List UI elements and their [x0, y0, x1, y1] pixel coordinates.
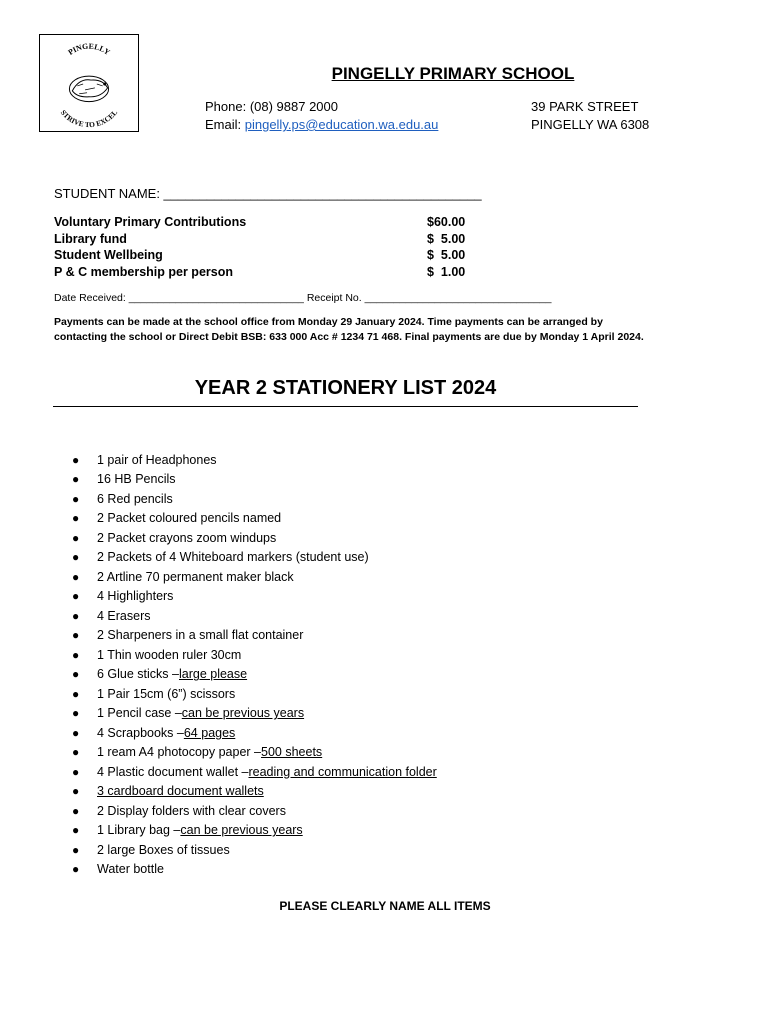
logo-bottom-text: STRIVE TO EXCEL	[58, 108, 120, 130]
bullet-icon: ●	[72, 842, 80, 857]
contact-details	[205, 98, 438, 134]
bullet-icon: ●	[72, 452, 80, 467]
bullet-icon: ●	[72, 608, 80, 623]
list-item	[72, 509, 437, 529]
item-note: 64 pages	[183, 725, 236, 740]
item-note: can be previous years	[181, 706, 305, 721]
fee-amount: $ 1.00	[427, 264, 466, 279]
list-item	[72, 567, 437, 587]
list-item	[72, 801, 437, 821]
office-use-line	[54, 292, 551, 304]
student-name-field[interactable]: STUDENT NAME: ____________________________________________	[54, 186, 482, 201]
school-address	[531, 98, 649, 134]
item-text: 4 Erasers	[97, 608, 151, 623]
list-item	[72, 782, 437, 802]
item-text: 2 Sharpeners in a small flat container	[97, 628, 304, 643]
list-item	[72, 470, 437, 490]
bullet-icon: ●	[72, 862, 80, 877]
item-note: 3 cardboard document wallets	[97, 784, 264, 799]
fee-amount: $60.00	[427, 215, 466, 229]
item-text: 1 ream A4 photocopy paper –	[97, 745, 262, 760]
list-item	[72, 704, 437, 724]
bullet-icon: ●	[72, 628, 80, 643]
list-item	[72, 665, 437, 685]
item-text: 6 Red pencils	[97, 491, 173, 506]
bullet-icon: ●	[72, 647, 80, 662]
email-line	[205, 116, 438, 134]
bullet-icon: ●	[72, 706, 80, 721]
bullet-icon: ●	[72, 589, 80, 604]
item-note: large please	[178, 667, 248, 682]
list-item	[72, 450, 437, 470]
bullet-icon: ●	[72, 472, 80, 487]
list-item	[72, 821, 437, 841]
logo-top-text: PINGELLY	[66, 41, 112, 57]
list-item	[72, 528, 437, 548]
bullet-icon: ●	[72, 491, 80, 506]
item-note: reading and communication folder	[248, 764, 437, 779]
list-item	[72, 762, 437, 782]
list-item	[72, 606, 437, 626]
fee-amount: $ 5.00	[427, 248, 466, 262]
payment-note: Payments can be made at the school office from Monday 29 January 2024. Time payments can be arranged by contacting the school or Direct Debit BSB: 633 000 Acc # 1234 71 468. Final payments are due by Monday 1 April 2024.	[54, 316, 644, 343]
item-text: 1 Library bag –	[97, 823, 181, 838]
item-text: 2 Display folders with clear covers	[97, 803, 286, 818]
fee-row	[54, 232, 474, 249]
date-received-field[interactable]: Date Received: ______________________________	[54, 292, 304, 304]
bullet-icon: ●	[72, 725, 80, 740]
item-text: 1 Thin wooden ruler 30cm	[97, 647, 242, 662]
item-text: 4 Highlighters	[97, 589, 174, 604]
item-note: can be previous years	[180, 823, 303, 838]
list-item	[72, 723, 437, 743]
fee-label: P & C membership per person	[54, 264, 233, 279]
school-logo	[39, 34, 139, 132]
svg-text:PINGELLY	[66, 42, 111, 57]
fee-row	[54, 215, 474, 232]
list-item	[72, 626, 437, 646]
phone-number: Phone: (08) 9887 2000	[205, 99, 338, 114]
bullet-icon: ●	[72, 764, 80, 779]
item-text: 1 Pair 15cm (6”) scissors	[97, 686, 236, 701]
list-item	[72, 587, 437, 607]
item-text: 4 Scrapbooks –	[97, 725, 184, 740]
fee-row	[54, 265, 474, 282]
fee-amount: $ 5.00	[427, 231, 466, 246]
list-item	[72, 548, 437, 568]
list-item	[72, 860, 437, 880]
item-text: 4 Plastic document wallet –	[97, 764, 249, 779]
list-item	[72, 743, 437, 763]
list-item	[72, 840, 437, 860]
address-town: PINGELLY WA 6308	[531, 117, 650, 132]
receipt-no-field[interactable]: Receipt No. ________________________________	[306, 292, 552, 304]
bullet-icon: ●	[72, 550, 80, 565]
bullet-icon: ●	[72, 784, 80, 799]
stationery-list-title: YEAR 2 STATIONERY LIST 2024	[53, 377, 638, 407]
list-item	[72, 645, 437, 665]
school-name: PINGELLY PRIMARY SCHOOL	[331, 64, 575, 83]
stationery-list	[72, 450, 437, 879]
email-label: Email:	[205, 117, 245, 132]
address-street: 39 PARK STREET	[531, 99, 639, 114]
item-text: 1 pair of Headphones	[97, 452, 217, 467]
fee-label: Student Wellbeing	[54, 248, 163, 262]
bullet-icon: ●	[72, 823, 80, 838]
fee-row	[54, 248, 474, 265]
item-note: 500 sheets	[261, 745, 323, 760]
bullet-icon: ●	[72, 530, 80, 545]
bullet-icon: ●	[72, 667, 80, 682]
svg-text:STRIVE TO EXCEL	[59, 108, 119, 129]
item-text: 2 large Boxes of tissues	[97, 842, 230, 857]
item-text: 2 Artline 70 permanent maker black	[97, 569, 294, 584]
item-text: 16 HB Pencils	[97, 472, 176, 487]
school-crest-icon	[40, 35, 138, 131]
fee-label: Voluntary Primary Contributions	[54, 215, 247, 229]
item-text: 2 Packet coloured pencils named	[97, 511, 282, 526]
bullet-icon: ●	[72, 803, 80, 818]
item-text: 1 Pencil case –	[97, 706, 182, 721]
bullet-icon: ●	[72, 569, 80, 584]
item-text: Water bottle	[97, 862, 164, 877]
fees-table	[54, 215, 474, 281]
email-link[interactable]: pingelly.ps@education.wa.edu.au	[244, 117, 439, 132]
item-text: 6 Glue sticks –	[97, 667, 179, 682]
bullet-icon: ●	[72, 686, 80, 701]
item-text: 2 Packet crayons zoom windups	[97, 530, 277, 545]
bullet-icon: ●	[72, 745, 80, 760]
name-items-note: PLEASE CLEARLY NAME ALL ITEMS	[279, 899, 491, 913]
fee-label: Library fund	[54, 231, 127, 246]
item-text: 2 Packets of 4 Whiteboard markers (student use)	[97, 550, 369, 565]
list-item	[72, 489, 437, 509]
bullet-icon: ●	[72, 511, 80, 526]
list-item	[72, 684, 437, 704]
